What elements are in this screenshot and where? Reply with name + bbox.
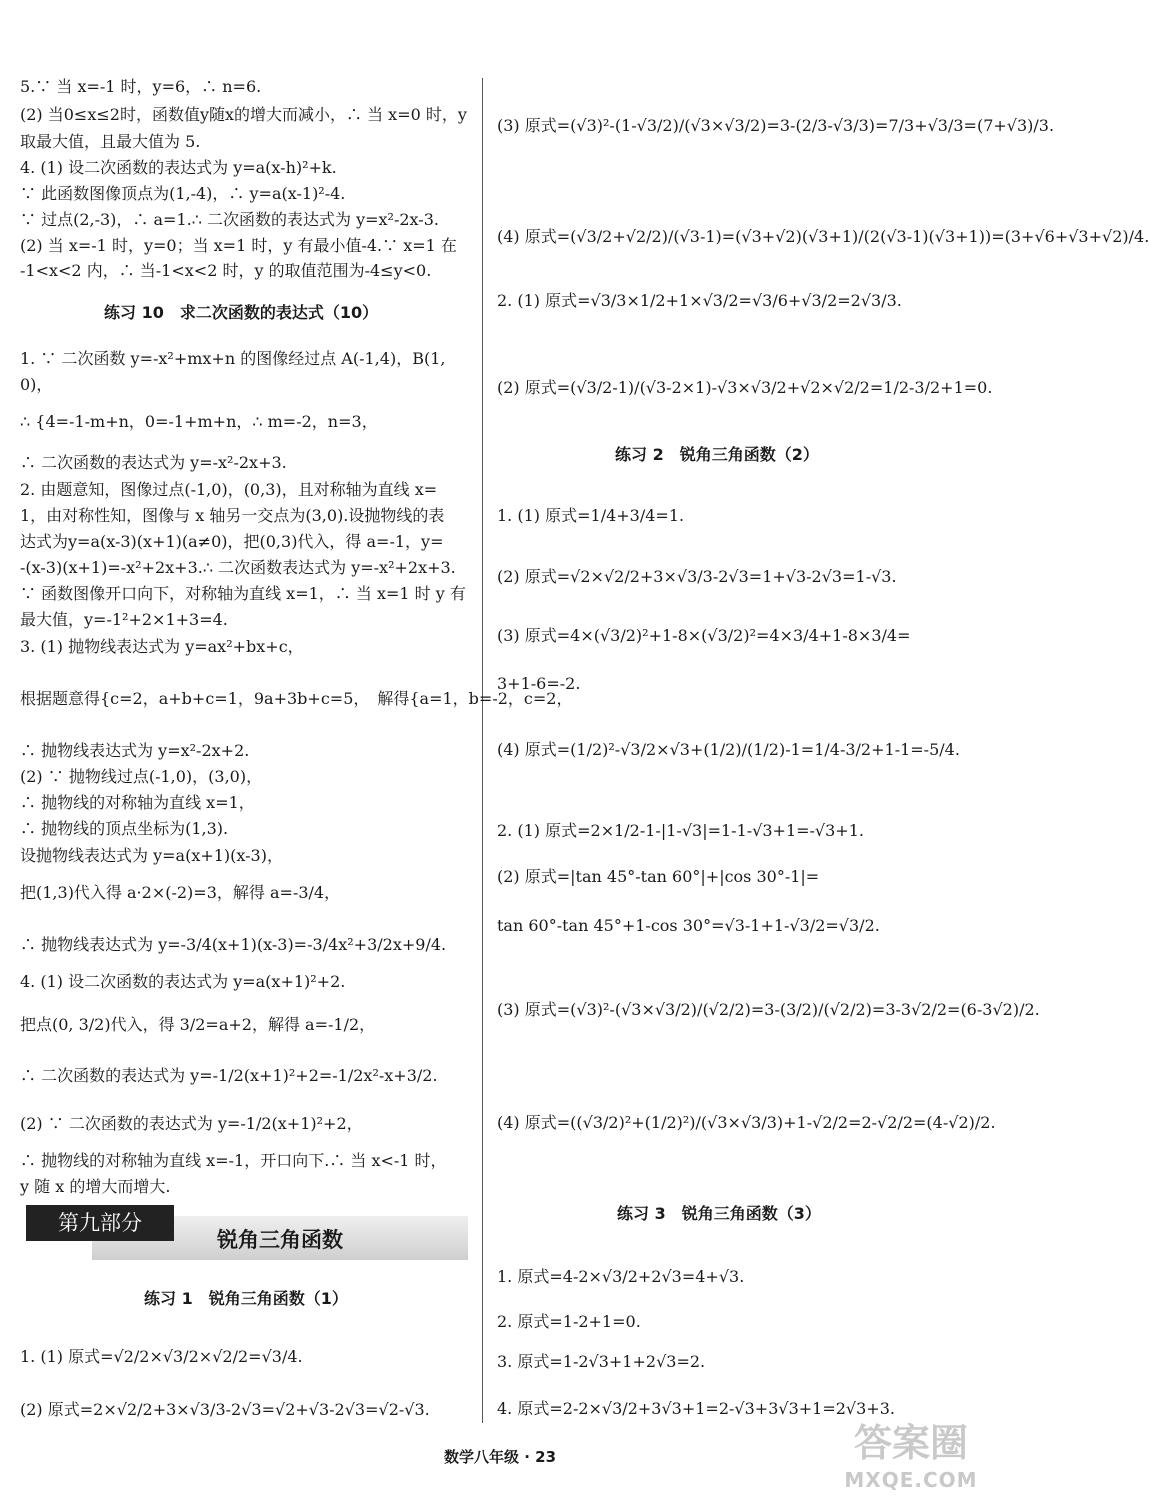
text-line: 3. 原式=1-2√3+1+2√3=2. bbox=[497, 1352, 706, 1371]
text-line: (2) 当0≤x≤2时，函数值y随x的增大而减小，∴ 当 x=0 时，y bbox=[20, 105, 467, 124]
text-line: -1<x<2 内，∴ 当-1<x<2 时，y 的取值范围为-4≤y<0. bbox=[20, 261, 432, 280]
exercise-heading: 练习 3 锐角三角函数（3） bbox=[617, 1204, 821, 1223]
text-line: (2) 原式=|tan 45°-tan 60°|+|cos 30°-1|= bbox=[497, 867, 820, 886]
text-line: 3+1-6=-2. bbox=[497, 674, 581, 693]
watermark-logo bbox=[836, 1418, 986, 1500]
text-line: 2. (1) 原式=√3/3×1/2+1×√3/2=√3/6+√3/2=2√3/3. bbox=[497, 291, 902, 310]
text-line: (3) 原式=4×(√3/2)²+1-8×(√3/2)²=4×3/4+1-8×3/4= bbox=[497, 626, 911, 645]
text-line: 取最大值，且最大值为 5. bbox=[20, 132, 201, 151]
text-line: 4. (1) 设二次函数的表达式为 y=a(x+1)²+2. bbox=[20, 972, 346, 991]
text-line: 设抛物线表达式为 y=a(x+1)(x-3)， bbox=[20, 846, 283, 865]
text-line: ∵ 此函数图像顶点为(1,-4)，∴ y=a(x-1)²-4. bbox=[20, 184, 346, 203]
section-part-label: 第九部分 bbox=[26, 1205, 174, 1241]
text-line: 把点(0, 3/2)代入，得 3/2=a+2，解得 a=-1/2， bbox=[20, 1015, 376, 1034]
column-divider bbox=[482, 78, 483, 1423]
text-line: 4. 原式=2-2×√3/2+3√3+1=2-√3+3√3+1=2√3+3. bbox=[497, 1399, 895, 1418]
text-line: (2) 当 x=-1 时，y=0；当 x=1 时，y 有最小值-4.∵ x=1 在 bbox=[20, 236, 457, 255]
text-line: 0)， bbox=[20, 375, 53, 394]
section-title: 锐角三角函数 bbox=[217, 1228, 343, 1252]
text-line: -(x-3)(x+1)=-x²+2x+3.∴ 二次函数表达式为 y=-x²+2x+3. bbox=[20, 558, 456, 577]
text-line: 2. (1) 原式=2×1/2-1-|1-√3|=1-1-√3+1=-√3+1. bbox=[497, 821, 864, 840]
text-line: y 随 x 的增大而增大. bbox=[20, 1177, 171, 1196]
text-line: (4) 原式=(√3/2+√2/2)/(√3-1)=(√3+√2)(√3+1)/(2(√3-1)(√3+1))=(3+√6+√3+√2)/4. bbox=[497, 227, 1149, 246]
text-line: (2) 原式=2×√2/2+3×√3/3-2√3=√2+√3-2√3=√2-√3. bbox=[20, 1400, 430, 1419]
text-line: ∴ 二次函数的表达式为 y=-1/2(x+1)²+2=-1/2x²-x+3/2. bbox=[20, 1066, 438, 1085]
text-line: (4) 原式=(1/2)²-√3/2×√3+(1/2)/(1/2)-1=1/4-3/2+1-1=-5/4. bbox=[497, 740, 960, 759]
text-line: (2) ∵ 抛物线过点(-1,0)，(3,0)， bbox=[20, 767, 263, 786]
equation-system: ∴ {4=-1-m+n，0=-1+m+n，∴ m=-2，n=3， bbox=[20, 412, 378, 431]
exercise-heading: 练习 2 锐角三角函数（2） bbox=[615, 445, 819, 464]
text-line: (3) 原式=(√3)²-(√3×√3/2)/(√2/2)=3-(3/2)/(√2/2)=3-3√2/2=(6-3√2)/2. bbox=[497, 1000, 1040, 1019]
text-line: ∵ 过点(2,-3)，∴ a=1.∴ 二次函数的表达式为 y=x²-2x-3. bbox=[20, 210, 439, 229]
exercise-heading: 练习 10 求二次函数的表达式（10） bbox=[104, 303, 379, 322]
text-line: 最大值，y=-1²+2×1+3=4. bbox=[20, 610, 228, 629]
text-line: 达式为y=a(x-3)(x+1)(a≠0)，把(0,3)代入，得 a=-1，y= bbox=[20, 532, 444, 551]
text-line: 1. ∵ 二次函数 y=-x²+mx+n 的图像经过点 A(-1,4)，B(1, bbox=[20, 349, 446, 368]
text-line: (2) 原式=(√3/2-1)/(√3-2×1)-√3×√3/2+√2×√2/2=1/2-3/2+1=0. bbox=[497, 378, 993, 397]
text-line: 1，由对称性知，图像与 x 轴另一交点为(3,0).设抛物线的表 bbox=[20, 506, 445, 525]
text-line: tan 60°-tan 45°+1-cos 30°=√3-1+1-√3/2=√3/2. bbox=[497, 916, 880, 935]
text-line: 2. 由题意知，图像过点(-1,0)，(0,3)，且对称轴为直线 x= bbox=[20, 480, 438, 499]
text-line: 把(1,3)代入得 a·2×(-2)=3，解得 a=-3/4， bbox=[20, 883, 341, 902]
text-line: 3. (1) 抛物线表达式为 y=ax²+bx+c， bbox=[20, 637, 304, 656]
text-line: ∴ 二次函数的表达式为 y=-x²-2x+3. bbox=[20, 453, 287, 472]
text-line: 4. (1) 设二次函数的表达式为 y=a(x-h)²+k. bbox=[20, 158, 337, 177]
text-line: 5.∵ 当 x=-1 时，y=6，∴ n=6. bbox=[20, 77, 262, 96]
watermark-text: 答案圈 bbox=[853, 1421, 968, 1465]
text-line: ∴ 抛物线的对称轴为直线 x=-1，开口向下.∴ 当 x<-1 时， bbox=[20, 1151, 447, 1170]
text-line: (3) 原式=(√3)²-(1-√3/2)/(√3×√3/2)=3-(2/3-√3/3)=7/3+√3/3=(7+√3)/3. bbox=[497, 116, 1055, 135]
text-line: 1. (1) 原式=1/4+3/4=1. bbox=[497, 506, 685, 525]
text-line: ∴ 抛物线表达式为 y=-3/4(x+1)(x-3)=-3/4x²+3/2x+9/4. bbox=[20, 935, 447, 954]
text-line: (2) ∵ 二次函数的表达式为 y=-1/2(x+1)²+2， bbox=[20, 1114, 363, 1133]
text-line: ∵ 函数图像开口向下，对称轴为直线 x=1，∴ 当 x=1 时 y 有 bbox=[20, 584, 466, 603]
text-line: 1. 原式=4-2×√3/2+2√3=4+√3. bbox=[497, 1267, 745, 1286]
exercise-heading: 练习 1 锐角三角函数（1） bbox=[144, 1289, 348, 1308]
text-line: ∴ 抛物线表达式为 y=x²-2x+2. bbox=[20, 741, 250, 760]
text-line: 2. 原式=1-2+1=0. bbox=[497, 1312, 641, 1331]
text-line: (2) 原式=√2×√2/2+3×√3/3-2√3=1+√3-2√3=1-√3. bbox=[497, 567, 897, 586]
equation-system: 根据题意得{c=2，a+b+c=1，9a+3b+c=5， 解得{a=1，b=-2，c=2， bbox=[20, 689, 573, 708]
text-line: (4) 原式=((√3/2)²+(1/2)²)/(√3×√3/3)+1-√2/2=2-√2/2=(4-√2)/2. bbox=[497, 1113, 996, 1132]
page-footer: 数学八年级 · 23 bbox=[443, 1448, 557, 1466]
watermark-url: MXQE.COM bbox=[844, 1468, 978, 1492]
text-line: ∴ 抛物线的顶点坐标为(1,3). bbox=[20, 819, 229, 838]
text-line: 1. (1) 原式=√2/2×√3/2×√2/2=√3/4. bbox=[20, 1347, 303, 1366]
text-line: ∴ 抛物线的对称轴为直线 x=1， bbox=[20, 793, 255, 812]
